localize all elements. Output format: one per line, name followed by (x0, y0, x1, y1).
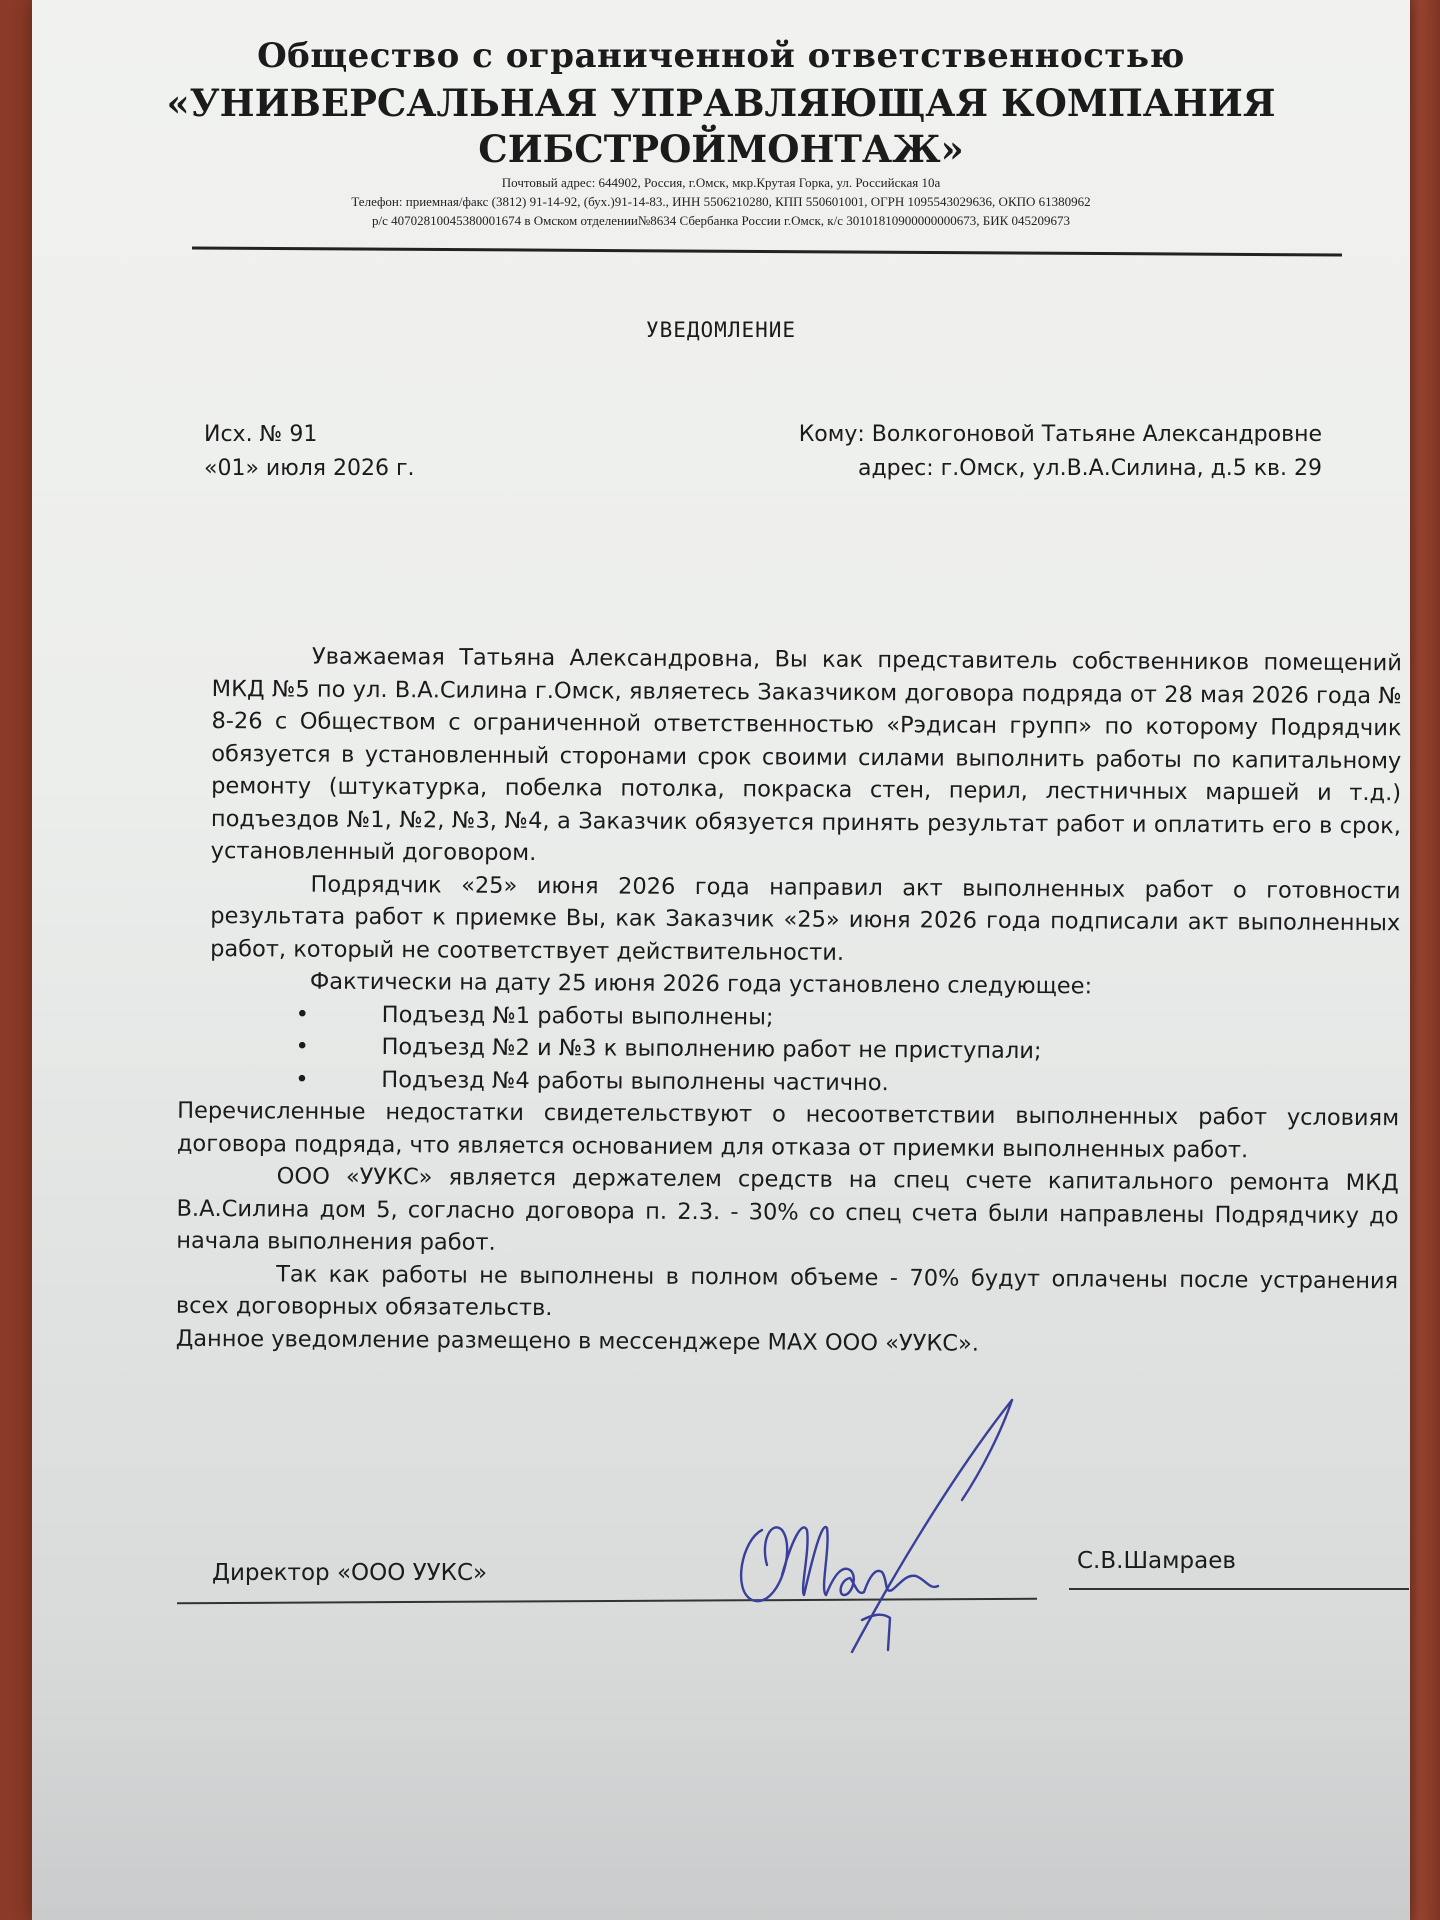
letter-body (175, 640, 1402, 1362)
header-divider (192, 246, 1342, 256)
paragraph-contract: Уважаемая Татьяна Александровна, Вы как представитель собственников помещений МКД №5 по ул. В.А.Силина г.Омск, являетесь Заказчиком договора подряда от 28 мая 2026 года № 8-26 с Обществом с ограниченной ответственностью «Рэдисан групп» по которому Подрядчик обязуется в установленный сторонами срок своими силами выполнить работы по капитальному ремонту (штукатурка, побелка потолка, покраска стен, перил, лестничных маршей и т.д.) подъездов №1, №2, №3, №4, а Заказчик обязуется принять результат работ и оплатить его в срок, установленный договором. (210, 643, 1402, 866)
paragraph-act: Подрядчик «25» июня 2026 года направил акт выполненных работ о готовности результата работ к приемке Вы, как Заказчик «25» июня 2026 года подписали акт выполненных работ, который не соответствует действительности. (210, 871, 1401, 966)
signatory-name: С.В.Шамраев (1077, 1548, 1236, 1574)
recipient-name: Кому: Волкогоновой Татьяне Александровне (798, 422, 1322, 447)
list-item: • Подъезд №4 работы выполнены частично. (209, 1062, 1399, 1102)
paragraph-facts: Фактически на дату 25 июня 2026 года установлено следующее: (309, 968, 1093, 1000)
paragraph-deficiencies: Перечисленные недостатки свидетельствуют о несоответствии выполненных работ условиям договора подряда, что является основанием для отказа от приемки выполненных работ. (176, 1097, 1400, 1163)
list-item: • Подъезд №2 и №3 к выполнению работ не приступали; (209, 1030, 1399, 1070)
company-form: Общество с ограниченной ответственностью (257, 36, 1185, 76)
paragraph-publication: Данное уведомление размещено в мессенджере MAX ООО «УУКС». (175, 1325, 980, 1357)
reference-number: Исх. № 91 (204, 422, 318, 447)
paragraph-funds: ООО «УУКС» является держателем средств на спец счете капитального ремонта МКД В.А.Силина дом 5, согласно договора п. 2.3. - 30% со спец счета были направлены Подрядчику до начала выполнения работ. (176, 1163, 1399, 1256)
bank-requisites: р/с 40702810045380001674 в Омском отделении№8634 Сбербанка России г.Омск, к/с 30101810900000000673, БИК 045209673 (371, 213, 1071, 228)
phone-requisites: Телефон: приемная/факс (3812) 91-14-92, (бух.)91-14-83., ИНН 5506210280, КПП 550601001, ОГРН 1095543029636, ОКПО 61380962 (351, 194, 1091, 209)
document-page (32, 0, 1410, 1920)
bullet-icon: • (295, 1066, 309, 1093)
handwritten-signature (712, 1390, 1152, 1660)
company-name-line1: «УНИВЕРСАЛЬНАЯ УПРАВЛЯЮЩАЯ КОМПАНИЯ (166, 81, 1276, 125)
bullet-icon: • (295, 1001, 310, 1028)
list-item: • Подъезд №1 работы выполнены; (210, 997, 1400, 1037)
postal-address: Почтовый адрес: 644902, Россия, г.Омск, мкр.Крутая Горка, ул. Российская 10а (501, 175, 941, 190)
reference-date: «01» июля 2026 г. (204, 456, 415, 481)
signatory-position: Директор «ООО УУКС» (212, 1560, 488, 1586)
findings-list (209, 997, 1400, 1102)
document-title: УВЕДОМЛЕНИЕ (645, 318, 797, 342)
recipient-address: адрес: г.Омск, ул.В.А.Силина, д.5 кв. 29 (857, 456, 1322, 481)
letterhead (32, 36, 1410, 229)
outgoing-reference (204, 418, 415, 486)
recipient-block (799, 418, 1322, 486)
paragraph-payment: Так как работы не выполнены в полном объеме - 70% будут оплачены после устранения всех договорных обязательств. (175, 1260, 1399, 1322)
company-name-line2: СИБСТРОЙМОНТАЖ» (478, 127, 964, 171)
bullet-icon: • (295, 1033, 309, 1060)
